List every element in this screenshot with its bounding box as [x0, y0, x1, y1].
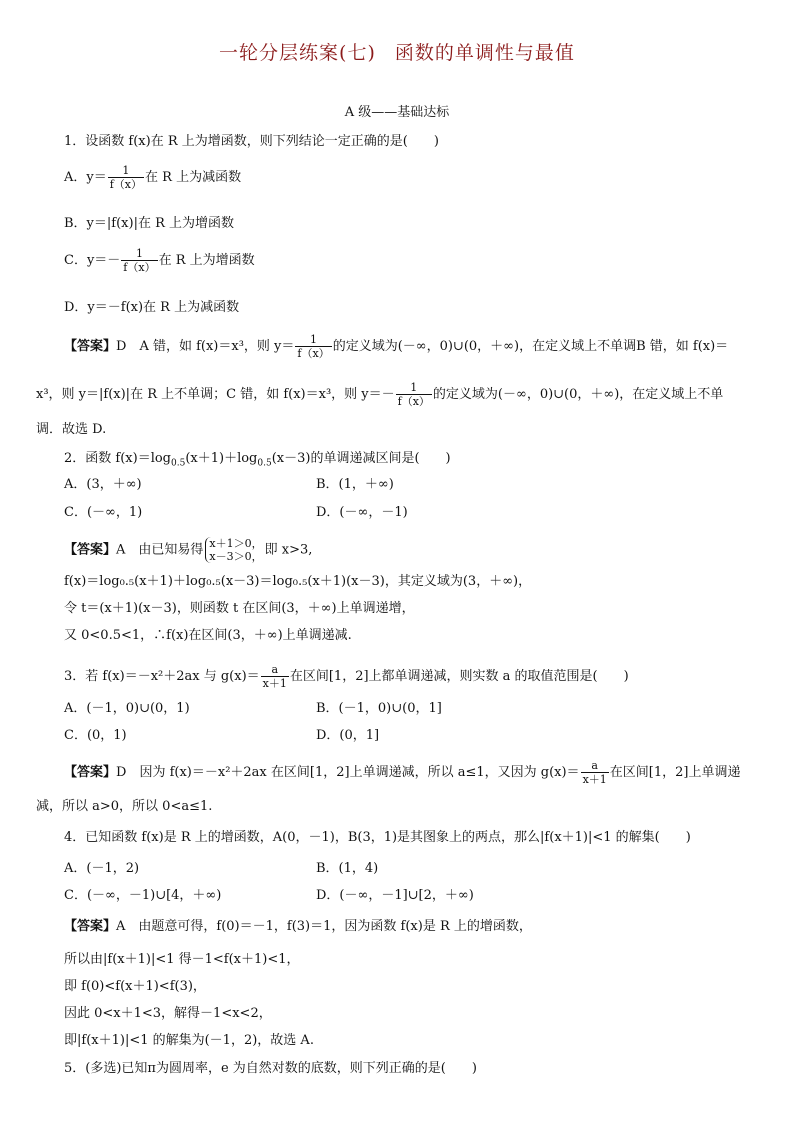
level-heading: A 级——基础达标: [344, 105, 450, 120]
q3-answer-line1: 【答案】D 因为 f(x)＝－x²＋2ax 在区间[1，2]上单调递减，所以 a≤1，又因为 g(x)＝ $\frac{a}{x+1}$ 在区间[1，2]上单调递: [64, 759, 741, 786]
answer-tag: 【答案】: [64, 765, 117, 780]
q1-option-c: C．y＝－ $\frac{1}{f(x)}$ 在 R 上为增函数: [64, 247, 255, 274]
q3-option-c: C．(0，1): [64, 728, 127, 743]
q4-option-b: B．(1，4): [316, 861, 379, 876]
fraction: $\frac{1}{f(x)}$: [123, 247, 156, 274]
fraction: $\frac{1}{f(x)}$: [109, 164, 143, 191]
page-title: [0, 38, 794, 65]
q3-answer-line2: 减，所以 a>0，所以 0<a≤1.: [36, 799, 213, 814]
answer-tag: 【答案】: [64, 339, 117, 354]
q4-option-a: A．(－1，2): [64, 861, 140, 876]
q1-stem: 1．设函数 f(x)在 R 上为增函数，则下列结论一定正确的是( ): [64, 134, 439, 149]
q4-option-d: D．(－∞，－1]∪[2，＋∞): [316, 888, 474, 903]
q2-answer-line2: f(x)＝log₀.₅(x＋1)＋log₀.₅(x－3)＝log₀.₅(x＋1)(x－3)，其定义域为(3，＋∞)，: [64, 574, 532, 589]
fraction: $\frac{a}{x+1}$: [582, 759, 607, 786]
q4-answer-line1: 【答案】A 由题意可得，f(0)＝－1，f(3)＝1，因为函数 f(x)是 R 上的增函数，: [64, 919, 532, 934]
q2-option-b: B．(1，＋∞): [316, 477, 394, 492]
q1-option-a: A．y＝ $\frac{1}{f(x)}$ 在 R 上为减函数: [64, 164, 242, 191]
q3-option-a: A．(－1，0)∪(0，1): [64, 701, 190, 716]
q2-option-d: D．(－∞，－1): [316, 505, 408, 520]
equation-system: x＋1＞0， x－3＞0，: [205, 537, 262, 563]
fraction: $\frac{a}{x+1}$: [262, 663, 287, 690]
q4-answer-line5: 即|f(x＋1)|<1 的解集为(－1，2)，故选 A.: [64, 1033, 314, 1048]
q3-option-b: B．(－1，0)∪(0，1]: [316, 701, 442, 716]
q4-answer-line2: 所以由|f(x＋1)|<1 得－1<f(x＋1)<1，: [64, 952, 300, 967]
q2-answer-line4: 又 0<0.5<1，∴f(x)在区间(3，＋∞)上单调递减.: [64, 628, 352, 643]
title-main: 一轮分层练案(七): [219, 42, 376, 64]
title-topic: 函数的单调性与最值: [394, 42, 575, 64]
q4-answer-line3: 即 f(0)<f(x＋1)<f(3)，: [64, 979, 206, 994]
q1-answer-line3: 调．故选 D.: [36, 422, 107, 437]
q1-answer-line1: 【答案】D A 错，如 f(x)＝x³，则 y＝ $\frac{1}{f(x)}$ 的定义域为(－∞，0)∪(0，＋∞)，在定义域上不单调B 错，如 f(x)＝: [64, 333, 729, 360]
q1-option-b: B．y＝|f(x)|在 R 上为增函数: [64, 216, 234, 231]
q1-answer-line2: x³，则 y＝|f(x)|在 R 上不单调；C 错，如 f(x)＝x³，则 y＝－ $\frac{1}{f(x)}$ 的定义域为(－∞，0)∪(0，＋∞)，在定义域上不单: [36, 381, 724, 408]
q1-option-d: D．y＝－f(x)在 R 上为减函数: [64, 300, 240, 315]
q2-option-a: A．(3，＋∞): [64, 477, 142, 492]
q4-option-c: C．(－∞，－1)∪[4，＋∞): [64, 888, 222, 903]
answer-tag: 【答案】: [64, 542, 117, 558]
q2-stem: 2．函数 $f(x)=\log_{0.5}(x+1)+\log_{0.5}(x-3)$的单调递减区间是( ): [64, 451, 451, 469]
fraction: $\frac{1}{f(x)}$: [297, 333, 330, 360]
q3-option-d: D．(0，1]: [316, 728, 380, 743]
fraction: $\frac{1}{f(x)}$: [397, 381, 430, 408]
q2-answer-line1: 【答案】A 由已知易得 x＋1＞0， x－3＞0， 即 x>3,: [64, 537, 313, 563]
q5-stem: 5．(多选)已知π为圆周率，e 为自然对数的底数，则下列正确的是( ): [64, 1061, 477, 1076]
q2-answer-line3: 令 t＝(x＋1)(x－3)，则函数 t 在区间(3，＋∞)上单调递增，: [64, 601, 415, 616]
q4-stem: 4．已知函数 f(x)是 R 上的增函数，A(0，－1)，B(3，1)是其图象上的两点，那么|f(x＋1)|<1 的解集( ): [64, 830, 691, 845]
answer-tag: 【答案】: [64, 919, 117, 934]
q3-stem: 3．若 f(x)＝－x²＋2ax 与 g(x)＝ $\frac{a}{x+1}$ 在区间[1，2]上都单调递减，则实数 a 的取值范围是( ): [64, 663, 629, 690]
q4-answer-line4: 因此 0<x＋1<3，解得－1<x<2，: [64, 1006, 272, 1021]
q2-option-c: C．(－∞，1): [64, 505, 143, 520]
